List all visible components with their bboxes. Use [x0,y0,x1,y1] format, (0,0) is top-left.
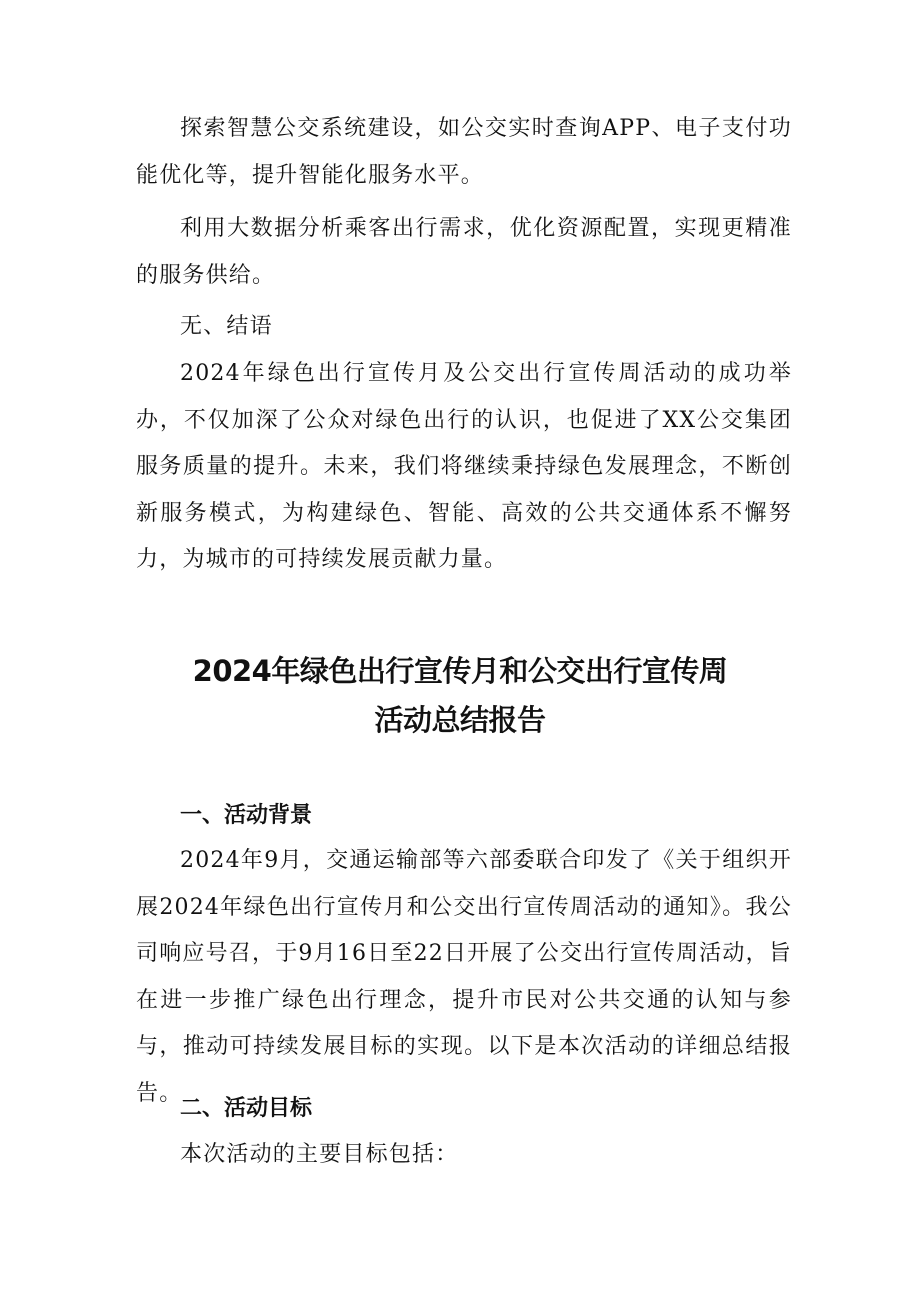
report-title-line-2: 活动总结报告 [374,703,546,737]
section-heading-goals: 二、活动目标 [180,1096,313,1121]
paragraph-conclusion: 2024年绿色出行宣传月及公交出行宣传周活动的成功举办，不仅加深了公众对绿色出行的认识，也促进了XX公交集团服务质量的提升。未来，我们将继续秉持绿色发展理念，不断创新服务模式，为构建绿色、智能、高效的公共交通体系不懈努力，为城市的可持续发展贡献力量。 [136,361,792,572]
section-heading-background: 一、活动背景 [180,803,313,828]
report-title-line-1: 2024年绿色出行宣传月和公交出行宣传周 [192,654,728,688]
paragraph-background: 2024年9月，交通运输部等六部委联合印发了《关于组织开展2024年绿色出行宣传月和公交出行宣传周活动的通知》。我公司响应号召，于9月16日至22日开展了公交出行宣传周活动，旨在进一步推广绿色出行理念，提升市民对公共交通的认知与参与，推动可持续发展目标的实现。以下是本次活动的详细总结报告。 [136,848,792,1106]
paragraph-goals-intro: 本次活动的主要目标包括： [180,1142,459,1167]
paragraph-big-data: 利用大数据分析乘客出行需求，优化资源配置，实现更精准的服务供给。 [136,216,792,288]
paragraph-smart-bus: 探索智慧公交系统建设，如公交实时查询APP、电子支付功能优化等，提升智能化服务水平。 [136,116,792,188]
conclusion-heading: 无、结语 [180,314,273,339]
